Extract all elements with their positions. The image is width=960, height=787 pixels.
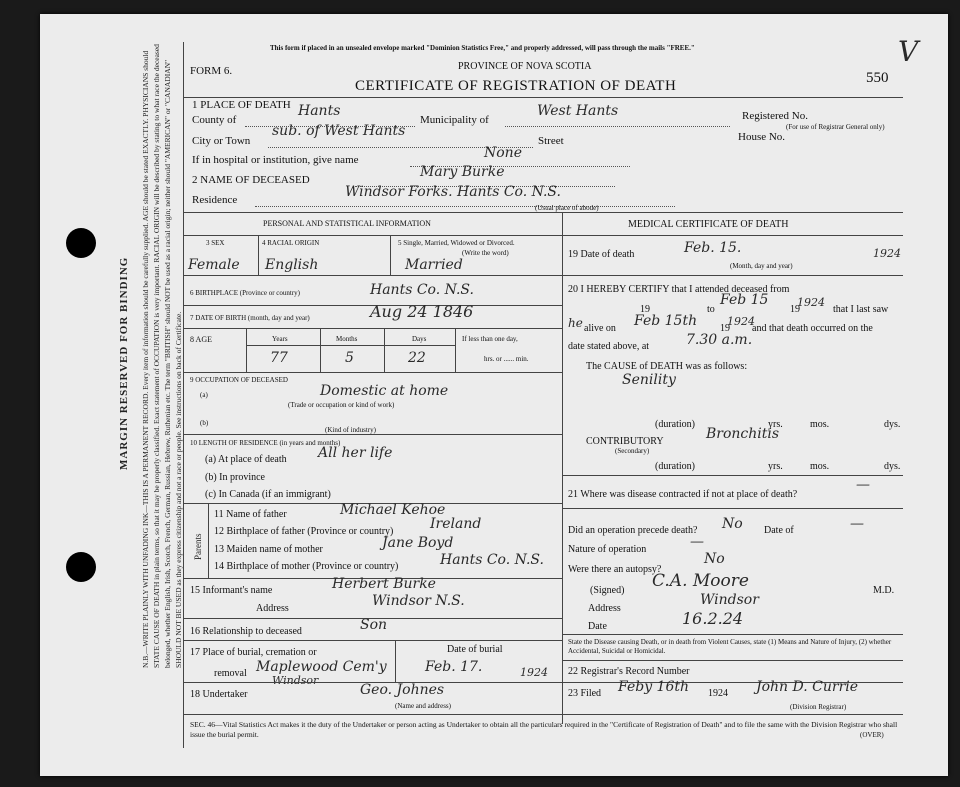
filed-year: 1924	[708, 688, 728, 699]
secondary-note: (Secondary)	[615, 447, 650, 455]
mother-bp-label: 14 Birthplace of mother (Province or country)	[214, 561, 399, 572]
date-of-value: —	[850, 516, 864, 532]
residence-a-label: (a) At place of death	[205, 454, 287, 465]
racial-label: 4 RACIAL ORIGIN	[262, 239, 320, 247]
mos-label-2: mos.	[810, 461, 830, 472]
less-than-day-label: If less than one day,	[462, 335, 518, 343]
municipality-label: Municipality of	[420, 114, 489, 126]
contracted-label: 21 Where was disease contracted if not at place of death?	[568, 489, 798, 500]
right-rule-4	[562, 634, 903, 635]
year-19a: 19	[640, 304, 650, 315]
name-address-note: (Name and address)	[395, 702, 451, 710]
registrar-value: John D. Currie	[756, 679, 859, 695]
occupation-industry-note: (Kind of industry)	[325, 426, 376, 434]
cert-date-value: 16.2.24	[682, 609, 744, 628]
time-value: 7.30 a.m.	[686, 332, 753, 348]
right-rule-5	[562, 660, 903, 661]
date-of-death-label: 19 Date of death	[568, 249, 635, 260]
hospital-value: None	[484, 145, 522, 161]
death-year-value: 1924	[873, 247, 901, 260]
year-19c: 19	[720, 323, 730, 334]
father-bp-value: Ireland	[430, 516, 482, 532]
relationship-label: 16 Relationship to deceased	[190, 626, 302, 637]
sex-label: 3 SEX	[206, 239, 225, 247]
residence-a-value: All her life	[318, 445, 393, 461]
write-word-note: (Write the word)	[462, 249, 509, 257]
header-rule	[183, 97, 903, 98]
attended-year-value: 1924	[797, 296, 825, 309]
row-rule-1	[183, 275, 562, 276]
autopsy-value: No	[704, 551, 725, 567]
street-label: Street	[538, 135, 564, 147]
municipality-line	[505, 126, 730, 127]
death-date-value: Feb. 15.	[684, 240, 742, 256]
alive-year-value: 1924	[727, 315, 755, 328]
occupation-value: Domestic at home	[320, 383, 449, 399]
burial-year-value: 1924	[520, 666, 548, 679]
marital-label: 5 Single, Married, Widowed or Divorced.	[398, 239, 515, 247]
occupation-label: 9 OCCUPATION OF DECEASED	[190, 376, 288, 384]
racial-value: English	[265, 257, 319, 273]
doctor-address-value: Windsor	[700, 592, 759, 608]
signed-value: C.A. Moore	[652, 571, 749, 591]
footer-rule	[183, 714, 903, 715]
form-number: FORM 6.	[190, 65, 233, 77]
filed-label: 23 Filed	[568, 688, 602, 699]
registered-no-label: Registered No.	[742, 110, 808, 122]
province: PROVINCE OF NOVA SCOTIA	[458, 61, 592, 72]
dys-label-1: dys.	[884, 419, 901, 430]
place-of-death-label: 1 PLACE OF DEATH	[192, 99, 291, 111]
undertaker-label: 18 Undertaker	[190, 689, 248, 700]
burial-place-label: 17 Place of burial, cremation or	[190, 647, 317, 658]
marital-value: Married	[405, 257, 463, 273]
age-divider-2	[320, 328, 321, 372]
deceased-name-value: Mary Burke	[420, 164, 505, 180]
date-burial-label: Date of burial	[447, 644, 503, 655]
record-number-label: 22 Registrar's Record Number	[568, 666, 690, 677]
age-days-value: 22	[408, 350, 426, 366]
occupation-a: (a)	[200, 391, 208, 399]
father-value: Michael Kehoe	[340, 502, 446, 518]
column-divider	[562, 212, 563, 724]
county-label: County of	[192, 114, 237, 126]
informant-label: 15 Informant's name	[190, 585, 273, 596]
he-value: he	[568, 316, 583, 330]
footer-note: SEC. 46—Vital Statistics Act makes it the duty of the Undertaker or person acting as Undertaker to obtain all the particulars required in the "Certificate of Registration of Death" and to file the same with the Division Registrar who shall issue the burial permit.	[190, 720, 898, 739]
certificate-number: 550	[866, 70, 889, 86]
days-label: Days	[412, 335, 427, 343]
last-saw-label: that I last saw	[833, 304, 889, 315]
binding-hole-top	[66, 228, 96, 258]
father-bp-label: 12 Birthplace of father (Province or country)	[214, 526, 394, 537]
registrar-use-note: (For use of Registrar General only)	[786, 123, 885, 131]
right-rule-1	[562, 275, 903, 276]
hospital-label: If in hospital or institution, give name	[192, 154, 359, 166]
year-19b: 19	[790, 304, 800, 315]
residence-length-label: 10 LENGTH OF RESIDENCE (in years and months)	[190, 439, 341, 447]
month-day-year-note: (Month, day and year)	[730, 262, 793, 270]
row-rule-9	[183, 640, 562, 641]
years-label: Years	[272, 335, 288, 343]
residence-line	[255, 206, 675, 207]
residence-c-label: (c) In Canada (if an immigrant)	[205, 489, 331, 500]
undertaker-value: Geo. Johnes	[360, 682, 445, 698]
section-rule-2	[183, 235, 903, 236]
birthplace-value: Hants Co. N.S.	[370, 282, 474, 298]
burial-date-value: Feb. 17.	[425, 659, 483, 675]
age-divider-4	[455, 328, 456, 372]
municipality-value: West Hants	[537, 103, 619, 119]
dys-label-2: dys.	[884, 461, 901, 472]
nature-op-value: —	[690, 534, 704, 550]
filed-value: Feby 16th	[618, 679, 690, 695]
age-divider-3	[384, 328, 385, 372]
row-rule-5	[183, 434, 562, 435]
nature-op-label: Nature of operation	[568, 544, 647, 555]
parents-divider	[208, 503, 209, 578]
section-rule	[183, 212, 903, 213]
informant-value: Herbert Burke	[332, 576, 436, 592]
occupation-b: (b)	[200, 419, 209, 427]
certify-label: 20 I HEREBY CERTIFY that I attended deceased from	[568, 284, 790, 295]
mother-bp-value: Hants Co. N.S.	[440, 552, 544, 568]
county-value: Hants	[298, 103, 341, 119]
death-occurred-label: and that death occurred on the	[752, 323, 873, 334]
name-deceased-label: 2 NAME OF DECEASED	[192, 174, 310, 186]
hrs-min-label: hrs. or ...... min.	[484, 355, 529, 363]
page-title: CERTIFICATE OF REGISTRATION OF DEATH	[355, 78, 677, 94]
mail-note: This form if placed in an unsealed envelope marked "Dominion Statistics Free," and properly addressed, will pass through the mails "FREE."	[270, 44, 695, 52]
contributory-value: Bronchitis	[706, 426, 780, 442]
dob-label: 7 DATE OF BIRTH (month, day and year)	[190, 314, 310, 322]
burial-divider	[395, 640, 396, 682]
age-divider-1	[246, 328, 247, 372]
signed-label: (Signed)	[590, 585, 625, 596]
house-no-label: House No.	[738, 131, 786, 143]
dob-value: Aug 24 1846	[370, 302, 474, 321]
father-label: 11 Name of father	[214, 509, 287, 520]
cause-label: The CAUSE of DEATH was as follows:	[586, 361, 748, 372]
contracted-value: —	[856, 477, 870, 493]
age-label: 8 AGE	[190, 335, 212, 344]
residence-b-label: (b) In province	[205, 472, 265, 483]
side-instructions: N.B.—WRITE PLAINLY WITH UNFADING INK—THIS IS A PERMANENT RECORD. Every item of information should be carefully supplied. AGE should be stated EXACTLY. PHYSICIANS should STATE CAUSE OF DEATH in plain terms, so that it may be properly classified. Exact statement of OCCUPATION is very important. RACIAL ORIGIN will be described by stating to what race the deceased belonged, whether English, Irish, Scotch, French, German, Russian, Hebrew, Ruthenian etc. The term "BRITISH" should NOT be used as a racial origin; neither should "AMERICAN" or "CANADIAN" SHOULD NOT BE USED as they express citizenship and not a race or people. See instructions on back of Certificate.	[141, 44, 183, 668]
age-years-value: 77	[270, 350, 288, 366]
operation-label: Did an operation precede death?	[568, 525, 698, 536]
row-rule-3	[183, 328, 562, 329]
address-label: Address	[256, 603, 289, 614]
mother-value: Jane Boyd	[382, 535, 454, 551]
residence-value: Windsor Forks. Hants Co. N.S.	[345, 184, 561, 200]
informant-address-value: Windsor N.S.	[372, 593, 465, 609]
sex-value: Female	[188, 257, 240, 273]
residence-label: Residence	[192, 194, 238, 206]
alive-on-label: alive on	[584, 323, 616, 334]
date-above-label: date stated above, at	[568, 341, 650, 352]
right-rule-2	[562, 475, 903, 476]
over-note: (OVER)	[860, 731, 884, 739]
row-rule-4	[183, 372, 562, 373]
md-label: M.D.	[873, 585, 895, 596]
cert-date-label: Date	[588, 621, 607, 632]
mos-label-1: mos.	[810, 419, 830, 430]
sex-divider	[258, 235, 259, 275]
age-subrule	[246, 345, 455, 346]
city-town-value: sub. of West Hants	[272, 123, 406, 139]
parents-label: Parents	[193, 533, 203, 560]
check-mark: V	[898, 35, 919, 68]
contributory-label: CONTRIBUTORY	[586, 436, 664, 447]
state-disease-note: State the Disease causing Death, or in death from Violent Causes, state (1) Means and Nature of Injury, (2) whether Accidental, Suicidal or Homicidal.	[568, 638, 892, 655]
operation-value: No	[722, 516, 743, 532]
date-of-label: Date of	[764, 525, 794, 536]
duration-label-2: (duration)	[655, 461, 695, 472]
birthplace-label: 6 BIRTHPLACE (Province or country)	[190, 289, 301, 297]
racial-divider	[390, 235, 391, 275]
yrs-label-1: yrs.	[768, 419, 783, 430]
autopsy-label: Were there an autopsy?	[568, 564, 662, 575]
removal-label: removal	[214, 668, 247, 679]
months-label: Months	[336, 335, 358, 343]
personal-header: PERSONAL AND STATISTICAL INFORMATION	[263, 219, 431, 228]
burial-place-value: Maplewood Cem'y	[256, 659, 387, 675]
right-rule-3	[562, 508, 903, 509]
medical-header: MEDICAL CERTIFICATE OF DEATH	[628, 219, 789, 230]
city-town-label: City or Town	[192, 135, 251, 147]
yrs-label-2: yrs.	[768, 461, 783, 472]
doctor-address-label: Address	[588, 603, 621, 614]
margin-label: MARGIN RESERVED FOR BINDING	[118, 256, 130, 470]
alive-on-value: Feb 15th	[634, 313, 698, 329]
duration-label-1: (duration)	[655, 419, 695, 430]
cause-value: Senility	[622, 372, 676, 388]
age-months-value: 5	[345, 350, 354, 366]
form-left-border	[183, 42, 184, 748]
division-registrar-note: (Division Registrar)	[790, 703, 847, 711]
usual-abode-note: (Usual place of abode)	[535, 204, 599, 212]
relationship-value: Son	[360, 617, 388, 633]
attended-to-value: Feb 15	[720, 292, 769, 308]
burial-place-value-2: Windsor	[272, 674, 319, 687]
occupation-trade-note: (Trade or occupation or kind of work)	[288, 401, 395, 409]
to-label: to	[707, 304, 715, 315]
mother-label: 13 Maiden name of mother	[214, 544, 323, 555]
binding-hole-bottom	[66, 552, 96, 582]
